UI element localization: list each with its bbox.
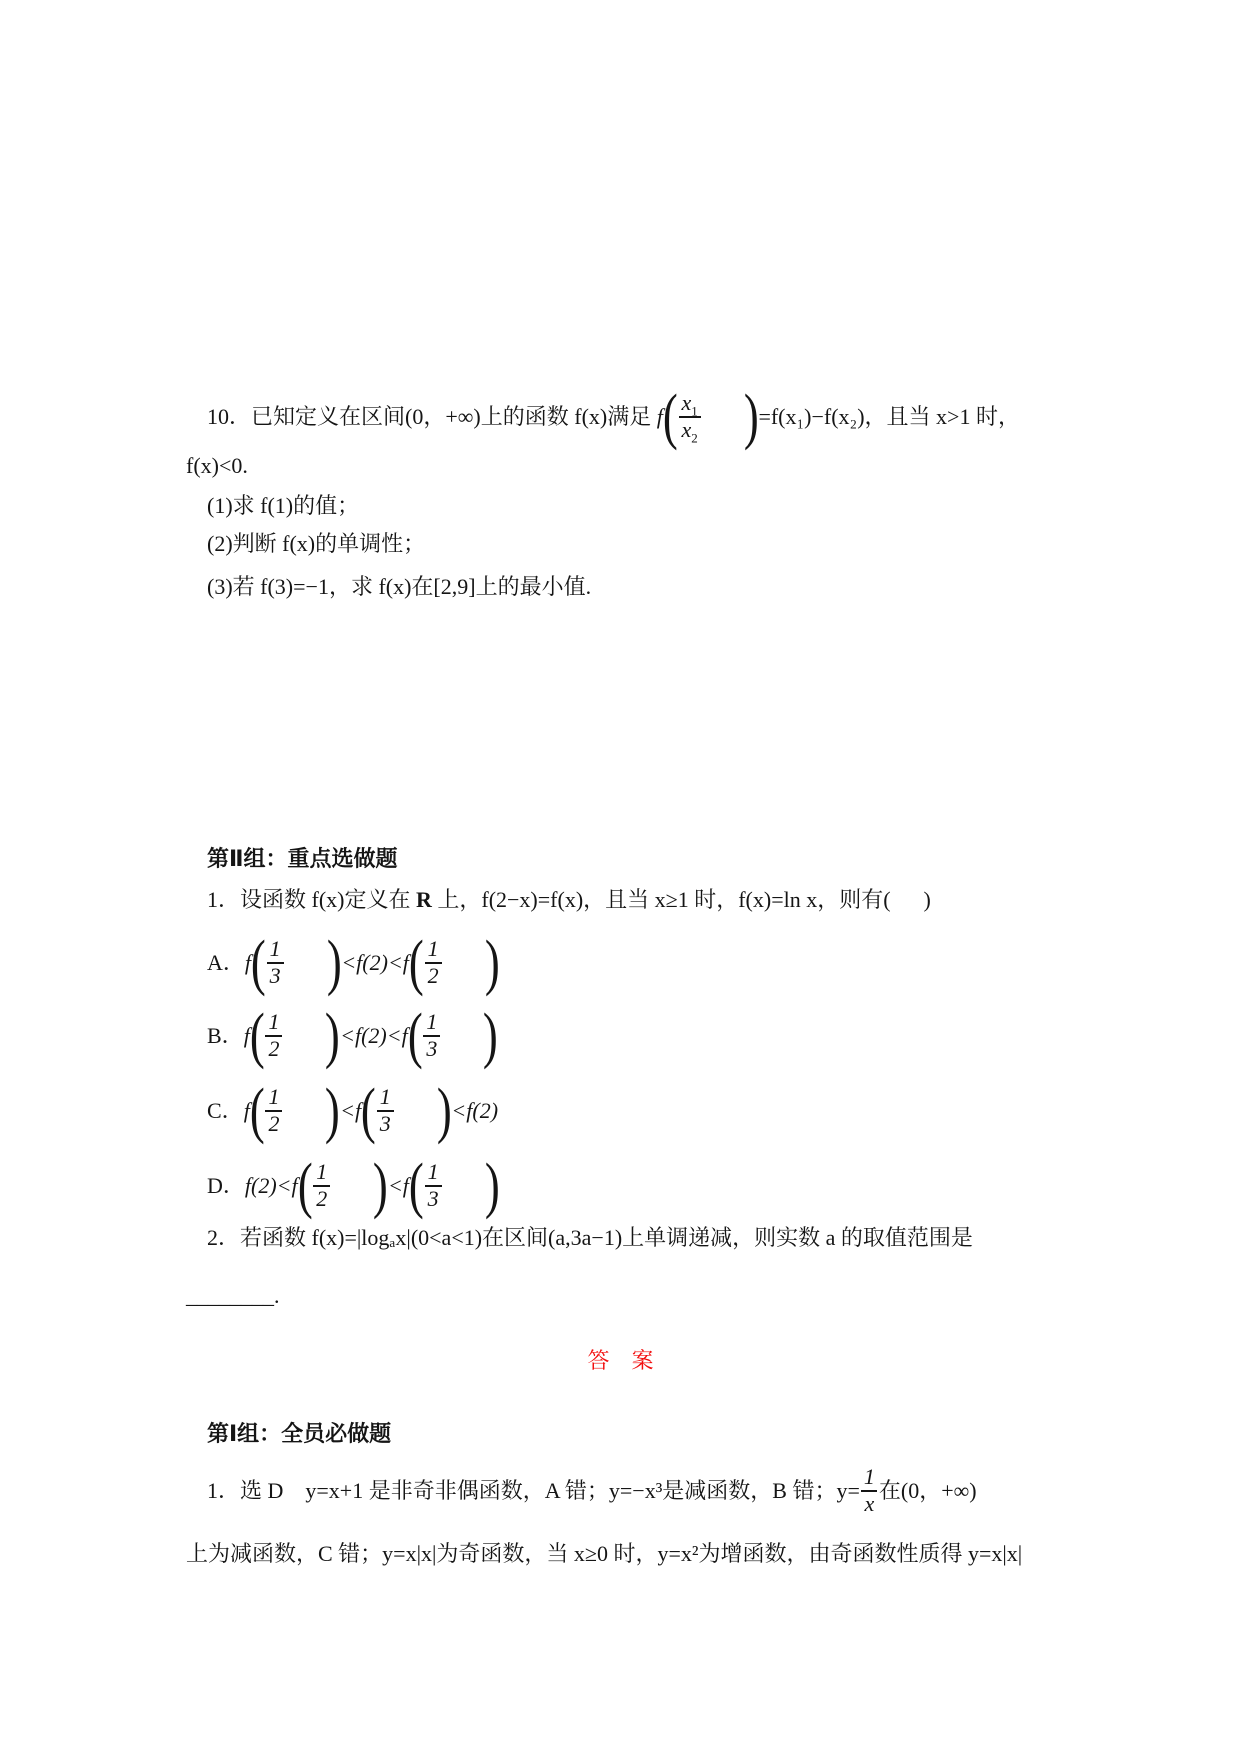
question-10-part-3: (3)若 f(3)=−1，求 f(x)在[2,9]上的最小值. — [207, 574, 592, 599]
fraction-numerator: 1 — [269, 936, 281, 962]
big-right-paren: ) — [484, 929, 500, 997]
fraction-denominator: 3 — [425, 1185, 442, 1212]
option-A-pre: f — [244, 949, 252, 975]
big-right-paren: ) — [325, 1002, 341, 1070]
q1-stem-pre: 1．设函数 f(x)定义在 — [207, 887, 416, 912]
paren-gap — [283, 1111, 325, 1112]
big-right-paren: ) — [325, 1077, 341, 1145]
f-symbol: f — [656, 403, 663, 429]
option-D — [207, 1153, 499, 1219]
fraction-1-2 — [313, 1160, 330, 1211]
section-2-heading: 第Ⅱ组：重点选做题 — [207, 846, 398, 871]
denominator-base: x — [681, 417, 692, 442]
q1-stem-post: 上，f(2−x)=f(x)，且当 x≥1 时，f(x)=ln x，则有( ) — [431, 887, 931, 912]
fraction-numerator — [679, 390, 701, 419]
fraction-1-3 — [425, 1160, 442, 1211]
option-B-label: B． — [207, 1022, 244, 1048]
fraction-numerator: 1 — [427, 1159, 439, 1185]
big-right-paren: ) — [326, 929, 342, 997]
fraction-numerator: 1 — [427, 936, 439, 962]
fraction-1-3 — [377, 1085, 394, 1136]
option-C-label: C． — [207, 1097, 244, 1123]
option-A — [207, 930, 499, 996]
answer-blank: ________. — [186, 1283, 280, 1308]
answer-1-line-1 — [207, 1462, 977, 1520]
denominator-subscript: 2 — [691, 430, 698, 446]
option-C — [207, 1078, 498, 1144]
big-left-paren: ( — [249, 1077, 265, 1145]
question-10-text-pre: 10．已知定义在区间(0，+∞)上的函数 f(x)满足 — [207, 403, 657, 429]
question-10-part-2: (2)判断 f(x)的单调性； — [207, 531, 426, 556]
fraction-denominator: 3 — [377, 1110, 394, 1137]
option-B-pre: f — [243, 1022, 250, 1048]
big-right-paren: ) — [743, 383, 759, 451]
question-10-continuation: f(x)<0. — [186, 453, 248, 478]
section-2-question-1-stem — [207, 886, 931, 915]
fraction-denominator: 2 — [265, 1035, 282, 1062]
question-10-stem — [207, 385, 1020, 449]
answer-1-text-pre: 1．选 D y=x+1 是非奇非偶函数，A 错；y=−x³是减函数，B 错；y= — [207, 1477, 860, 1503]
option-B-mid: <f(2)<f — [340, 1022, 408, 1048]
numerator-subscript: 1 — [691, 403, 698, 419]
fraction-denominator: 3 — [423, 1035, 440, 1062]
big-right-paren: ) — [484, 1152, 500, 1220]
option-A-label: A． — [207, 949, 245, 975]
big-left-paren: ( — [408, 1152, 424, 1220]
paren-gap — [443, 963, 485, 964]
question-10-part-1: (1)求 f(1)的值； — [207, 493, 360, 518]
fraction-denominator: 2 — [425, 962, 442, 989]
fraction-x1-over-x2 — [679, 390, 701, 446]
fraction-1-2 — [425, 937, 442, 988]
numerator-base: x — [681, 390, 692, 416]
fraction-1-3 — [267, 937, 284, 988]
big-right-paren: ) — [483, 1002, 499, 1070]
paren-gap — [702, 417, 744, 418]
fraction-1-2 — [265, 1010, 282, 1061]
big-left-paren: ( — [360, 1077, 376, 1145]
option-C-post: <f(2) — [451, 1097, 499, 1123]
fraction-numerator: 1 — [379, 1084, 391, 1110]
option-B — [207, 1003, 498, 1069]
fraction-denominator — [679, 416, 701, 446]
paren-gap — [285, 963, 327, 964]
option-D-mid: <f — [387, 1172, 409, 1198]
section-1-heading: 第Ⅰ组：全员必做题 — [207, 1421, 392, 1446]
option-C-mid: <f — [340, 1097, 362, 1123]
option-C-pre: f — [243, 1097, 250, 1123]
fraction-numerator: 1 — [316, 1159, 328, 1185]
fraction-numerator: 1 — [268, 1084, 280, 1110]
fraction-numerator: 1 — [863, 1464, 875, 1490]
big-right-paren: ) — [436, 1077, 452, 1145]
section-2-question-2-stem: 2．若函数 f(x)=|logₐx|(0<a<1)在区间(a,3a−1)上单调递减，则实数 a 的取值范围是 — [207, 1225, 973, 1250]
paren-gap — [331, 1186, 373, 1187]
paren-gap — [443, 1186, 485, 1187]
option-D-label: D． — [207, 1172, 245, 1198]
fraction-denominator: 3 — [267, 962, 284, 989]
fraction-denominator: 2 — [265, 1110, 282, 1137]
answer-1-line-2: 上为减函数，C 错；y=x|x|为奇函数，当 x≥0 时，y=x²为增函数，由奇函数性质得 y=x|x| — [186, 1541, 1023, 1566]
big-left-paren: ( — [408, 929, 424, 997]
big-left-paren: ( — [297, 1152, 313, 1220]
big-left-paren: ( — [249, 1002, 265, 1070]
answers-heading: 答 案 — [587, 1348, 654, 1373]
paren-gap — [441, 1036, 483, 1037]
option-A-mid: <f(2)<f — [341, 949, 409, 975]
answer-1-text-post: 在(0，+∞) — [878, 1477, 977, 1503]
fraction-numerator: 1 — [268, 1009, 280, 1035]
big-left-paren: ( — [407, 1002, 423, 1070]
big-left-paren: ( — [662, 383, 678, 451]
big-left-paren: ( — [250, 929, 266, 997]
fraction-1-3 — [423, 1010, 440, 1061]
q1-stem-bold-R: R — [415, 887, 432, 912]
fraction-1-over-x — [861, 1465, 878, 1516]
fraction-denominator: x — [861, 1490, 877, 1517]
big-right-paren: ) — [373, 1152, 389, 1220]
question-10-text-post: =f(x₁)−f(x₂)，且当 x>1 时， — [758, 403, 1020, 429]
fraction-1-2 — [265, 1085, 282, 1136]
paren-gap — [395, 1111, 437, 1112]
fraction-denominator: 2 — [313, 1185, 330, 1212]
paren-gap — [283, 1036, 325, 1037]
fraction-numerator: 1 — [426, 1009, 438, 1035]
option-D-pre: f(2)<f — [244, 1172, 298, 1198]
